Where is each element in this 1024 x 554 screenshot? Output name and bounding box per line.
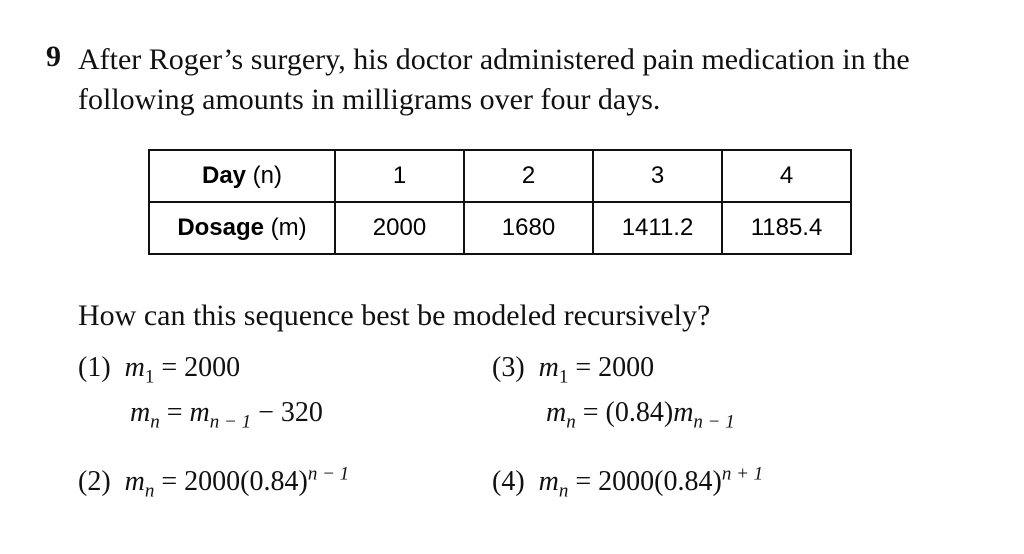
table-cell-day-3: 3 [593,150,722,202]
option-4-sup: n + 1 [721,463,764,485]
table-cell-dosage-3: 1411.2 [593,202,722,254]
table-header-day [149,150,335,202]
option-2-sub: n [144,480,155,502]
option-3-line2-var: m [546,397,567,428]
option-1-line2-mid: = [159,397,190,428]
option-3-label: (3) [492,352,525,383]
option-4-sub: n [558,480,569,502]
option-2-rhs: = 2000(0.84) [154,466,308,497]
table-row-day [149,150,851,202]
option-3-line2-var2: m [673,397,694,428]
option-2-var: m [124,466,145,497]
table-cell-dosage-2: 1680 [464,202,593,254]
option-1-line-2 [130,397,323,433]
question-prompt: How can this sequence best be modeled recursively? [78,299,711,332]
dosage-table [148,149,852,255]
day-var: (n) [246,162,283,189]
option-2-sup: n − 1 [307,463,350,485]
option-1-line2-sub: n [150,411,160,433]
table-cell-day-1: 1 [335,150,464,202]
day-label: Day [201,162,247,189]
table-cell-day-2: 2 [464,150,593,202]
option-3-sub: 1 [558,366,569,388]
option-1-line2-sub2: n − 1 [209,411,252,433]
option-4[interactable] [492,463,764,502]
question-stem-line-2: following amounts in milligrams over four days. [78,83,661,116]
question-stem-line-1: After Roger’s surgery, his doctor administered pain medication in the [78,43,910,76]
option-1-line-1[interactable] [78,352,241,388]
dosage-label: Dosage [177,214,265,241]
option-1-line2-var: m [130,397,151,428]
option-1-rhs: = 2000 [154,352,241,383]
option-2[interactable] [78,463,350,502]
option-3-line2-sub: n [566,411,576,433]
table-row-dosage [149,202,851,254]
option-3-line-1[interactable] [492,352,655,388]
option-4-var: m [538,466,559,497]
option-3-line2-sub2: n − 1 [693,411,735,433]
option-1-var: m [124,352,145,383]
option-4-rhs: = 2000(0.84) [568,466,722,497]
option-3-line-2 [546,397,735,433]
question-number: 9 [46,40,61,73]
option-2-label: (2) [78,466,111,497]
option-1-label: (1) [78,352,111,383]
option-4-label: (4) [492,466,525,497]
table-cell-dosage-4: 1185.4 [722,202,851,254]
option-3-rhs: = 2000 [568,352,655,383]
option-1-line2-tail: − 320 [251,397,323,428]
table-cell-dosage-1: 2000 [335,202,464,254]
dosage-var: (m) [264,214,307,241]
option-3-line2-mid: = (0.84) [575,397,674,428]
table-header-dosage [149,202,335,254]
option-1-sub: 1 [144,366,155,388]
option-3-var: m [538,352,559,383]
table-cell-day-4: 4 [722,150,851,202]
question-stem [78,40,998,120]
option-1-line2-var2: m [189,397,210,428]
